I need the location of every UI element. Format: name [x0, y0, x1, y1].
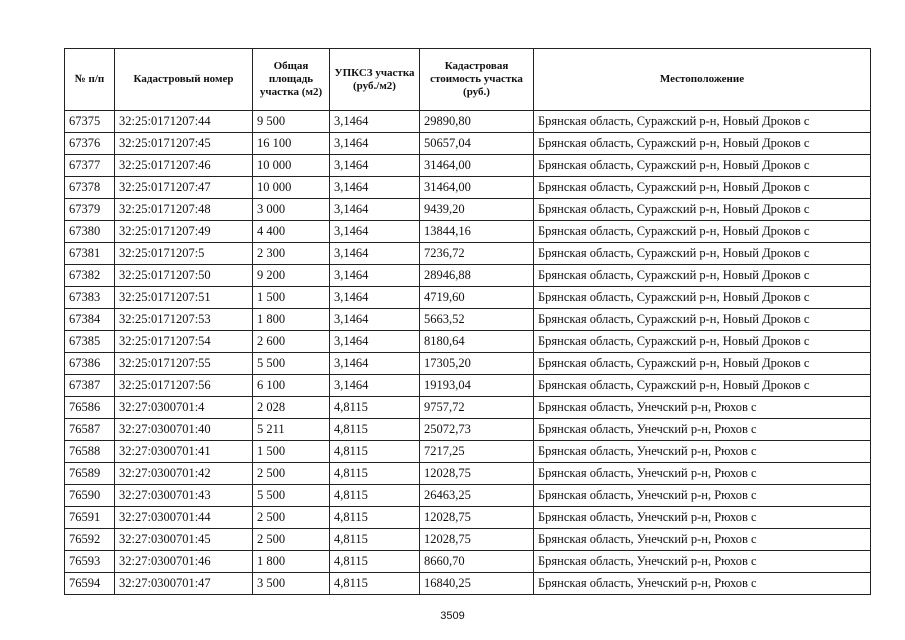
table-row	[65, 331, 871, 353]
cell-index: 76594	[65, 573, 115, 595]
table-row	[65, 199, 871, 221]
cell-area: 9 500	[253, 111, 330, 133]
cell-index: 67377	[65, 155, 115, 177]
cell-location: Брянская область, Суражский р-н, Новый Дроков с	[534, 265, 871, 287]
cell-cadastral-number: 32:25:0171207:5	[115, 243, 253, 265]
header-upksz: УПКСЗ участка (руб./м2)	[330, 49, 420, 111]
cadastral-table	[64, 48, 871, 595]
cell-cadastral-number: 32:27:0300701:44	[115, 507, 253, 529]
cell-index: 67379	[65, 199, 115, 221]
cell-upksz: 4,8115	[330, 397, 420, 419]
cell-index: 67387	[65, 375, 115, 397]
cell-cadastral-number: 32:27:0300701:43	[115, 485, 253, 507]
cell-index: 67376	[65, 133, 115, 155]
cell-cadastral-value: 17305,20	[420, 353, 534, 375]
cell-cadastral-value: 4719,60	[420, 287, 534, 309]
cell-area: 3 500	[253, 573, 330, 595]
table-row	[65, 111, 871, 133]
cell-area: 5 211	[253, 419, 330, 441]
cell-upksz: 3,1464	[330, 243, 420, 265]
cell-index: 76587	[65, 419, 115, 441]
cell-area: 2 500	[253, 507, 330, 529]
cell-upksz: 4,8115	[330, 507, 420, 529]
cell-cadastral-value: 26463,25	[420, 485, 534, 507]
cell-location: Брянская область, Суражский р-н, Новый Дроков с	[534, 353, 871, 375]
cell-location: Брянская область, Суражский р-н, Новый Дроков с	[534, 309, 871, 331]
table-row	[65, 287, 871, 309]
cell-cadastral-value: 5663,52	[420, 309, 534, 331]
table-row	[65, 419, 871, 441]
cell-index: 76586	[65, 397, 115, 419]
cell-upksz: 3,1464	[330, 155, 420, 177]
cell-cadastral-number: 32:25:0171207:48	[115, 199, 253, 221]
cell-location: Брянская область, Унечский р-н, Рюхов с	[534, 529, 871, 551]
cell-cadastral-value: 28946,88	[420, 265, 534, 287]
cell-location: Брянская область, Суражский р-н, Новый Дроков с	[534, 177, 871, 199]
table-body	[65, 111, 871, 595]
cell-cadastral-value: 13844,16	[420, 221, 534, 243]
cell-cadastral-value: 16840,25	[420, 573, 534, 595]
cell-cadastral-number: 32:25:0171207:55	[115, 353, 253, 375]
cell-cadastral-number: 32:25:0171207:56	[115, 375, 253, 397]
cell-upksz: 4,8115	[330, 529, 420, 551]
cell-area: 6 100	[253, 375, 330, 397]
cell-cadastral-number: 32:27:0300701:47	[115, 573, 253, 595]
cell-cadastral-number: 32:27:0300701:46	[115, 551, 253, 573]
cell-index: 67380	[65, 221, 115, 243]
cell-cadastral-value: 8180,64	[420, 331, 534, 353]
cell-cadastral-number: 32:25:0171207:47	[115, 177, 253, 199]
cell-cadastral-value: 31464,00	[420, 155, 534, 177]
cell-cadastral-number: 32:25:0171207:54	[115, 331, 253, 353]
table-row	[65, 221, 871, 243]
cell-location: Брянская область, Унечский р-н, Рюхов с	[534, 463, 871, 485]
page-number: 3509	[440, 610, 465, 622]
cell-index: 76591	[65, 507, 115, 529]
cell-index: 67381	[65, 243, 115, 265]
cell-upksz: 3,1464	[330, 111, 420, 133]
cell-upksz: 3,1464	[330, 353, 420, 375]
cell-cadastral-number: 32:27:0300701:40	[115, 419, 253, 441]
cell-cadastral-number: 32:25:0171207:46	[115, 155, 253, 177]
cell-cadastral-value: 25072,73	[420, 419, 534, 441]
cell-cadastral-value: 12028,75	[420, 463, 534, 485]
cell-index: 76588	[65, 441, 115, 463]
cell-cadastral-value: 7236,72	[420, 243, 534, 265]
cell-cadastral-number: 32:27:0300701:45	[115, 529, 253, 551]
cell-area: 10 000	[253, 155, 330, 177]
table-row	[65, 463, 871, 485]
table-row	[65, 507, 871, 529]
cell-area: 1 500	[253, 441, 330, 463]
table-row	[65, 265, 871, 287]
cell-index: 76593	[65, 551, 115, 573]
cell-cadastral-number: 32:25:0171207:53	[115, 309, 253, 331]
cell-cadastral-value: 50657,04	[420, 133, 534, 155]
cell-location: Брянская область, Унечский р-н, Рюхов с	[534, 441, 871, 463]
header-cadastral-value: Кадастровая стоимость участка (руб.)	[420, 49, 534, 111]
cell-upksz: 4,8115	[330, 441, 420, 463]
cell-area: 1 500	[253, 287, 330, 309]
cell-area: 2 500	[253, 463, 330, 485]
cell-location: Брянская область, Суражский р-н, Новый Дроков с	[534, 133, 871, 155]
cell-location: Брянская область, Суражский р-н, Новый Дроков с	[534, 221, 871, 243]
cell-index: 76589	[65, 463, 115, 485]
cell-area: 9 200	[253, 265, 330, 287]
cell-location: Брянская область, Суражский р-н, Новый Дроков с	[534, 375, 871, 397]
cell-cadastral-number: 32:25:0171207:49	[115, 221, 253, 243]
cell-location: Брянская область, Унечский р-н, Рюхов с	[534, 419, 871, 441]
cell-area: 16 100	[253, 133, 330, 155]
cell-cadastral-number: 32:27:0300701:41	[115, 441, 253, 463]
table-row	[65, 177, 871, 199]
cell-location: Брянская область, Унечский р-н, Рюхов с	[534, 507, 871, 529]
cell-area: 3 000	[253, 199, 330, 221]
cell-cadastral-number: 32:25:0171207:45	[115, 133, 253, 155]
cell-index: 67382	[65, 265, 115, 287]
cell-area: 1 800	[253, 309, 330, 331]
cell-location: Брянская область, Суражский р-н, Новый Дроков с	[534, 243, 871, 265]
cell-location: Брянская область, Суражский р-н, Новый Дроков с	[534, 111, 871, 133]
cell-area: 1 800	[253, 551, 330, 573]
cell-upksz: 3,1464	[330, 133, 420, 155]
table-row	[65, 551, 871, 573]
header-area: Общая площадь участка (м2)	[253, 49, 330, 111]
cell-index: 67375	[65, 111, 115, 133]
cell-upksz: 4,8115	[330, 551, 420, 573]
cell-upksz: 3,1464	[330, 309, 420, 331]
cell-area: 10 000	[253, 177, 330, 199]
cell-location: Брянская область, Суражский р-н, Новый Дроков с	[534, 331, 871, 353]
cell-index: 76590	[65, 485, 115, 507]
cell-index: 67378	[65, 177, 115, 199]
cell-index: 67383	[65, 287, 115, 309]
cell-cadastral-value: 9757,72	[420, 397, 534, 419]
cell-location: Брянская область, Унечский р-н, Рюхов с	[534, 551, 871, 573]
table-row	[65, 309, 871, 331]
cell-cadastral-number: 32:25:0171207:44	[115, 111, 253, 133]
header-index: № п/п	[65, 49, 115, 111]
cell-location: Брянская область, Унечский р-н, Рюхов с	[534, 573, 871, 595]
header-cadastral-number: Кадастровый номер	[115, 49, 253, 111]
cell-cadastral-value: 19193,04	[420, 375, 534, 397]
cell-location: Брянская область, Суражский р-н, Новый Дроков с	[534, 287, 871, 309]
cell-cadastral-number: 32:25:0171207:50	[115, 265, 253, 287]
cell-area: 2 300	[253, 243, 330, 265]
cell-cadastral-value: 29890,80	[420, 111, 534, 133]
header-location: Местоположение	[534, 49, 871, 111]
cell-cadastral-value: 7217,25	[420, 441, 534, 463]
cell-upksz: 4,8115	[330, 485, 420, 507]
cell-upksz: 4,8115	[330, 463, 420, 485]
cell-area: 2 500	[253, 529, 330, 551]
cell-cadastral-value: 12028,75	[420, 507, 534, 529]
cell-cadastral-number: 32:27:0300701:4	[115, 397, 253, 419]
cell-area: 4 400	[253, 221, 330, 243]
table-row	[65, 485, 871, 507]
cell-location: Брянская область, Унечский р-н, Рюхов с	[534, 485, 871, 507]
cell-index: 67384	[65, 309, 115, 331]
table-row	[65, 155, 871, 177]
cell-cadastral-value: 9439,20	[420, 199, 534, 221]
cell-upksz: 3,1464	[330, 221, 420, 243]
cell-index: 67385	[65, 331, 115, 353]
table-row	[65, 573, 871, 595]
cell-location: Брянская область, Суражский р-н, Новый Дроков с	[534, 199, 871, 221]
table-row	[65, 441, 871, 463]
cell-location: Брянская область, Унечский р-н, Рюхов с	[534, 397, 871, 419]
cell-index: 76592	[65, 529, 115, 551]
table-row	[65, 375, 871, 397]
cell-area: 5 500	[253, 485, 330, 507]
cell-location: Брянская область, Суражский р-н, Новый Дроков с	[534, 155, 871, 177]
cell-area: 2 028	[253, 397, 330, 419]
cell-upksz: 3,1464	[330, 177, 420, 199]
cell-cadastral-value: 8660,70	[420, 551, 534, 573]
table-row	[65, 243, 871, 265]
cell-upksz: 4,8115	[330, 573, 420, 595]
cell-upksz: 4,8115	[330, 419, 420, 441]
cell-cadastral-value: 12028,75	[420, 529, 534, 551]
header-row	[65, 49, 871, 111]
cell-upksz: 3,1464	[330, 375, 420, 397]
cell-cadastral-value: 31464,00	[420, 177, 534, 199]
cell-index: 67386	[65, 353, 115, 375]
cell-cadastral-number: 32:27:0300701:42	[115, 463, 253, 485]
table-row	[65, 397, 871, 419]
table-row	[65, 353, 871, 375]
cell-upksz: 3,1464	[330, 331, 420, 353]
cell-upksz: 3,1464	[330, 287, 420, 309]
cell-cadastral-number: 32:25:0171207:51	[115, 287, 253, 309]
table-row	[65, 529, 871, 551]
cell-upksz: 3,1464	[330, 199, 420, 221]
cell-upksz: 3,1464	[330, 265, 420, 287]
table-row	[65, 133, 871, 155]
cell-area: 5 500	[253, 353, 330, 375]
cell-area: 2 600	[253, 331, 330, 353]
